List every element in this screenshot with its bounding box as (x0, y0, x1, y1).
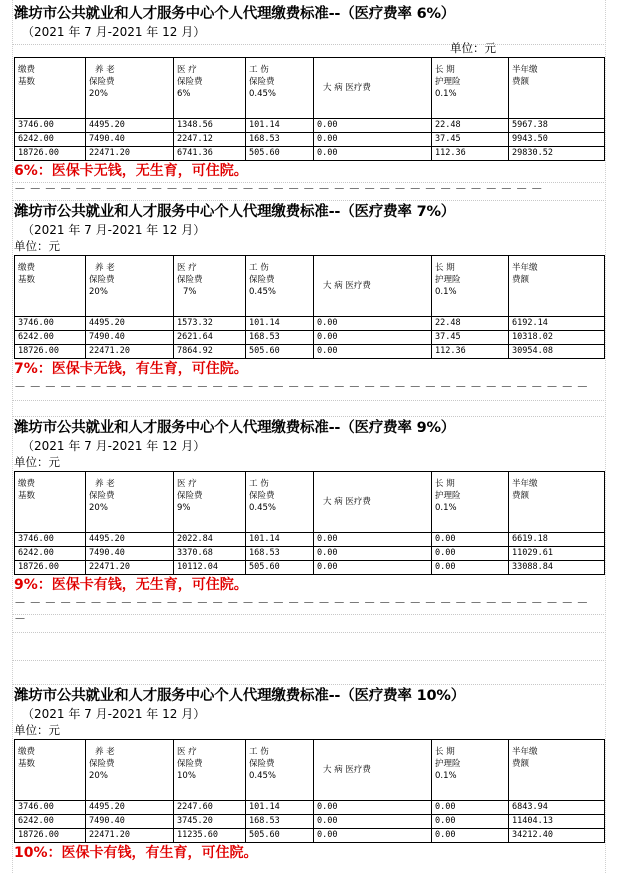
header-longterm-care: 长 期 护理险 0.1% (432, 58, 509, 119)
rate-section-9 (14, 418, 606, 627)
table-row: 3746.00 4495.20 1573.32 101.14 0.00 22.48 6192.14 (15, 317, 605, 331)
section-period: （2021 年 7 月-2021 年 12 月） (22, 223, 206, 237)
table-row: 3746.00 4495.20 2022.84 101.14 0.00 0.00 6619.18 (15, 533, 605, 547)
header-pension: 养 老 保险费 20% (86, 256, 174, 317)
unit-label: 单位：元 (14, 723, 60, 737)
table-header-row (15, 740, 605, 801)
table-row: 6242.00 7490.40 2621.64 168.53 0.00 37.45 10318.02 (15, 331, 605, 345)
unit-label: 单位：元 (450, 41, 496, 55)
section-note: 7%：医保卡无钱，有生育，可住院。 (14, 361, 248, 377)
table-row: 18726.00 22471.20 7864.92 505.60 0.00 112.36 30954.08 (15, 345, 605, 359)
header-base: 缴费 基数 (15, 472, 86, 533)
header-half-year-total: 半年缴 费额 (509, 256, 605, 317)
header-medical: 医 疗 保险费 6% (174, 58, 246, 119)
table-header-row (15, 256, 605, 317)
grid-line (12, 416, 604, 417)
header-longterm-care: 长 期 护理险 0.1% (432, 740, 509, 801)
table-row: 18726.00 22471.20 6741.36 505.60 0.00 112.36 29830.52 (15, 147, 605, 161)
unit-label: 单位：元 (14, 455, 60, 469)
table-row: 6242.00 7490.40 3745.20 168.53 0.00 0.00 11404.13 (15, 815, 605, 829)
rate-section-10 (14, 686, 606, 863)
grid-line (12, 684, 604, 685)
section-period: （2021 年 7 月-2021 年 12 月） (22, 707, 206, 721)
header-base: 缴费 基数 (15, 256, 86, 317)
section-period: （2021 年 7 月-2021 年 12 月） (22, 439, 206, 453)
rate-section-7 (14, 202, 606, 395)
header-critical-illness: 大 病 医疗费 (314, 740, 432, 801)
grid-line (12, 400, 604, 401)
fee-table (14, 471, 605, 575)
rate-section-6 (14, 4, 606, 197)
header-medical: 医 疗 保险费 7% (174, 256, 246, 317)
table-row: 18726.00 22471.20 10112.04 505.60 0.00 0.00 33088.84 (15, 561, 605, 575)
header-pension: 养 老 保险费 20% (86, 472, 174, 533)
header-critical-illness: 大 病 医疗费 (314, 472, 432, 533)
header-half-year-total: 半年缴 费额 (509, 472, 605, 533)
table-row: 18726.00 22471.20 11235.60 505.60 0.00 0.00 34212.40 (15, 829, 605, 843)
fee-table (14, 739, 605, 843)
table-header-row (15, 58, 605, 119)
header-medical: 医 疗 保险费 9% (174, 472, 246, 533)
header-injury: 工 伤 保险费 0.45% (246, 472, 314, 533)
section-title: 潍坊市公共就业和人才服务中心个人代理缴费标准--（医疗费率 9%） (14, 420, 456, 436)
header-longterm-care: 长 期 护理险 0.1% (432, 472, 509, 533)
fee-table (14, 57, 605, 161)
section-title: 潍坊市公共就业和人才服务中心个人代理缴费标准--（医疗费率 6%） (14, 6, 456, 22)
header-base: 缴费 基数 (15, 58, 86, 119)
header-critical-illness: 大 病 医疗费 (314, 58, 432, 119)
section-note: 6%：医保卡无钱，无生育，可住院。 (14, 163, 248, 179)
grid-line (12, 0, 13, 873)
section-title: 潍坊市公共就业和人才服务中心个人代理缴费标准--（医疗费率 10%） (14, 688, 465, 704)
fee-table (14, 255, 605, 359)
section-period: （2021 年 7 月-2021 年 12 月） (22, 25, 206, 39)
separator-line: －－－－－－－－－－－－－－－－－－－－－－－－－－－－－－－－－－－－－－ (14, 380, 592, 394)
separator-line: －－－－－－－－－－－－－－－－－－－－－－－－－－－－－－－－－－－ (14, 182, 547, 196)
section-note: 10%：医保卡有钱，有生育，可住院。 (14, 845, 258, 861)
header-pension: 养 老 保险费 20% (86, 740, 174, 801)
grid-line (12, 660, 604, 661)
header-longterm-care: 长 期 护理险 0.1% (432, 256, 509, 317)
table-header-row (15, 472, 605, 533)
header-base: 缴费 基数 (15, 740, 86, 801)
grid-line (12, 632, 604, 633)
table-row: 3746.00 4495.20 1348.56 101.14 0.00 22.48 5967.38 (15, 119, 605, 133)
table-row: 3746.00 4495.20 2247.60 101.14 0.00 0.00 6843.94 (15, 801, 605, 815)
header-half-year-total: 半年缴 费额 (509, 58, 605, 119)
header-medical: 医 疗 保险费 10% (174, 740, 246, 801)
header-pension: 养 老 保险费 20% (86, 58, 174, 119)
grid-line (12, 200, 604, 201)
header-half-year-total: 半年缴 费额 (509, 740, 605, 801)
section-note: 9%：医保卡有钱，无生育，可住院。 (14, 577, 248, 593)
unit-label: 单位：元 (14, 239, 60, 253)
header-injury: 工 伤 保险费 0.45% (246, 740, 314, 801)
header-injury: 工 伤 保险费 0.45% (246, 256, 314, 317)
header-injury: 工 伤 保险费 0.45% (246, 58, 314, 119)
section-title: 潍坊市公共就业和人才服务中心个人代理缴费标准--（医疗费率 7%） (14, 204, 456, 220)
header-critical-illness: 大 病 医疗费 (314, 256, 432, 317)
table-row: 6242.00 7490.40 2247.12 168.53 0.00 37.45 9943.50 (15, 133, 605, 147)
separator-line: －－－－－－－－－－－－－－－－－－－－－－－－－－－－－－－－－－－－－－－ (14, 596, 592, 626)
table-row: 6242.00 7490.40 3370.68 168.53 0.00 0.00 11029.61 (15, 547, 605, 561)
